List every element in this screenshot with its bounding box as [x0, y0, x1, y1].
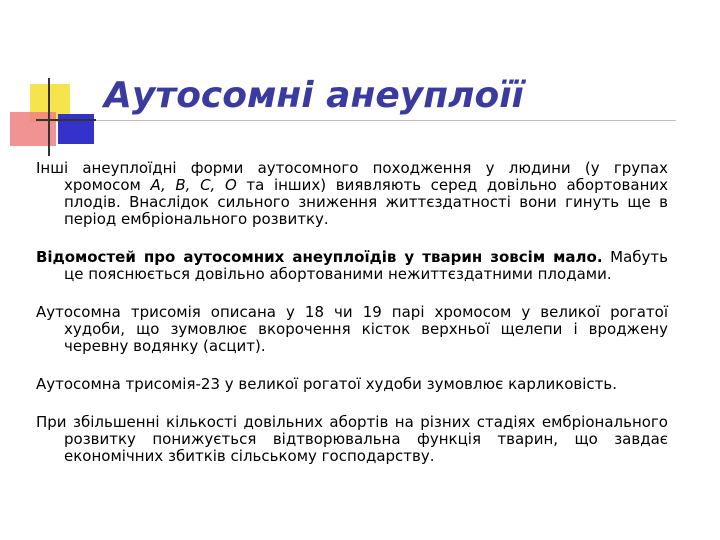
chromosome-groups: A, B, C, O: [150, 176, 237, 194]
decorative-horizontal-line: [36, 119, 96, 121]
paragraph-4: Аутосомна трисомія-23 у великої рогатої худоби зумовлює карликовість.: [36, 375, 618, 393]
paragraph-2-text: Мабуть це пояснюється довільно абортованими нежиттєздатними плодами.: [64, 248, 668, 283]
decorative-vertical-line: [48, 78, 50, 156]
title-underline: [36, 120, 676, 121]
slide-body: [36, 160, 668, 486]
paragraph-1-text-start: Інші анеуплоїдні форми аутосомного походження у людини (у групах хромосом: [36, 159, 668, 194]
paragraph-5: При збільшенні кількості довільних абортів на різних стадіях ембріонального розвитку понижується відтворювальна функція тварин, що завдає економічних збитків сільському господарству.: [36, 413, 668, 465]
paragraph-3: Аутосомна трисомія описана у 18 чи 19 парі хромосом у великої рогатої худоби, що зумовлює вкорочення кісток верхньої щелепи і вроджену черевну водянку (асцит).: [36, 303, 668, 355]
paragraph-2-bold-text: Відомостей про аутосомних анеуплоїдів у тварин зовсім мало.: [36, 248, 603, 266]
paragraph-1: [36, 160, 668, 228]
paragraph-1-text-end: та інших) виявляють серед довільно абортованих плодів. Внаслідок сильного зниження життєздатності вони гинуть ще в період ембріонального розвитку.: [64, 176, 669, 228]
paragraph-2: [36, 249, 668, 283]
slide-title: Аутосомні анеуплоїї: [104, 75, 524, 116]
